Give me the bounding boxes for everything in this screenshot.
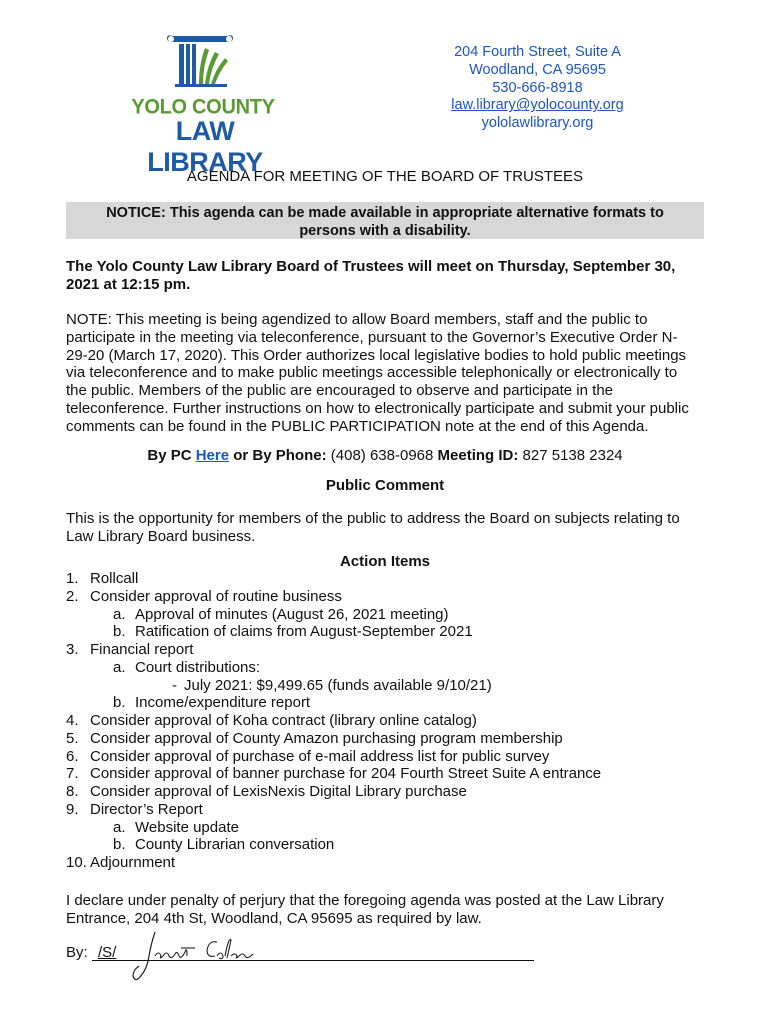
by-label: By: [66,944,88,961]
contact-phone: 530-666-8918 [492,79,583,96]
note-line: via teleconference and to make public meetings accessible telephonically or electronically to [66,364,678,382]
note-line: comments can be found in the PUBLIC PARTICIPATION note at the end of this Agenda. [66,417,649,435]
contact-email-link[interactable]: law.library@yolocounty.org [451,97,624,114]
public-comment-line-1: This is the opportunity for members of the public to address the Board on subjects relating to [66,510,680,527]
signature-mark: /S/ [98,944,117,961]
list-subitem: b. County Librarian conversation [113,836,335,854]
list-subitem: a. Approval of minutes (August 26, 2021 meeting) [113,605,449,623]
list-detail: - July 2021: $9,499.65 (funds available 9/10/21) [172,676,492,694]
declaration-line-1: I declare under penalty of perjury that the foregoing agenda was posted at the Law Library [66,892,664,909]
note-line: the public. Members of the public are encouraged to observe and participate in the [66,382,614,400]
by-phone-label: or By Phone: [233,447,327,464]
list-subitem: a. Court distributions: [113,658,261,676]
public-comment-text [66,510,716,546]
meeting-announcement [66,258,706,294]
list-subitem: b. Income/expenditure report [113,694,311,712]
list-subitem: a. Website update [113,818,239,836]
action-items-list [66,570,726,872]
join-instructions [0,447,770,464]
list-item: 3. Financial report [66,641,194,658]
notice-line-1: NOTICE: This agenda can be made available in appropriate alternative formats to [106,205,664,221]
action-items-title: Action Items [339,553,430,570]
contact-block [425,44,650,133]
join-here-link[interactable]: Here [195,447,230,464]
list-item: 10. Adjournment [66,854,176,871]
list-item: 9. Director’s Report [66,800,203,818]
logo-line-yolo-county: YOLO COUNTY [131,95,275,119]
note-line: 29-20 (March 17, 2020). This Order authorizes local legislative bodies to hold public meetings [66,346,687,364]
list-item: 1. Rollcall [66,570,139,587]
accessibility-notice [66,202,704,239]
list-item: 2. Consider approval of routine business [66,587,342,605]
meeting-id: 827 5138 2324 [522,447,623,464]
note-line: participate in the meeting via teleconference, pursuant to the Governor’s Executive Order N- [66,328,678,346]
list-item: 8. Consider approval of LexisNexis Digital Library purchase [66,783,467,800]
declaration-line-2: Entrance, 204 4th St, Woodland, CA 95695 as required by law. [66,910,482,927]
public-comment-title: Public Comment [325,477,445,494]
meeting-line-2: 2021 at 12:15 pm. [66,276,191,293]
contact-city: Woodland, CA 95695 [469,61,606,78]
list-subitem: b. Ratification of claims from August-September 2021 [113,623,473,641]
contact-address: 204 Fourth Street, Suite A [454,44,621,60]
list-item: 5. Consider approval of County Amazon purchasing program membership [66,729,563,747]
by-pc-label: By PC [147,447,192,464]
public-comment-line-2: Law Library Board business. [66,528,256,545]
column-book-icon [165,34,245,94]
handwritten-signature [125,926,255,986]
meeting-id-label: Meeting ID: [437,447,519,464]
notice-line-2: persons with a disability. [299,223,471,239]
meeting-line-1: The Yolo County Law Library Board of Trustees will meet on Thursday, September 30, [66,258,676,275]
note-line: teleconference. Further instructions on how to electronically participate and submit your public [66,399,689,417]
list-item: 7. Consider approval of banner purchase for 204 Fourth Street Suite A entrance [66,765,602,783]
library-logo [120,34,290,177]
teleconference-note [66,311,711,436]
contact-website-link[interactable]: yololawlibrary.org [481,115,594,132]
agenda-heading: AGENDA FOR MEETING OF THE BOARD OF TRUSTEES [186,168,584,185]
note-line: NOTE: This meeting is being agendized to allow Board members, staff and the public to [66,311,648,328]
list-item: 6. Consider approval of purchase of e-mail address list for public survey [66,747,550,765]
declaration [66,892,716,928]
list-item: 4. Consider approval of Koha contract (library online catalog) [66,712,477,729]
phone-number: (408) 638-0968 [330,447,434,464]
logo-line-law-library: LAW LIBRARY [147,116,263,177]
